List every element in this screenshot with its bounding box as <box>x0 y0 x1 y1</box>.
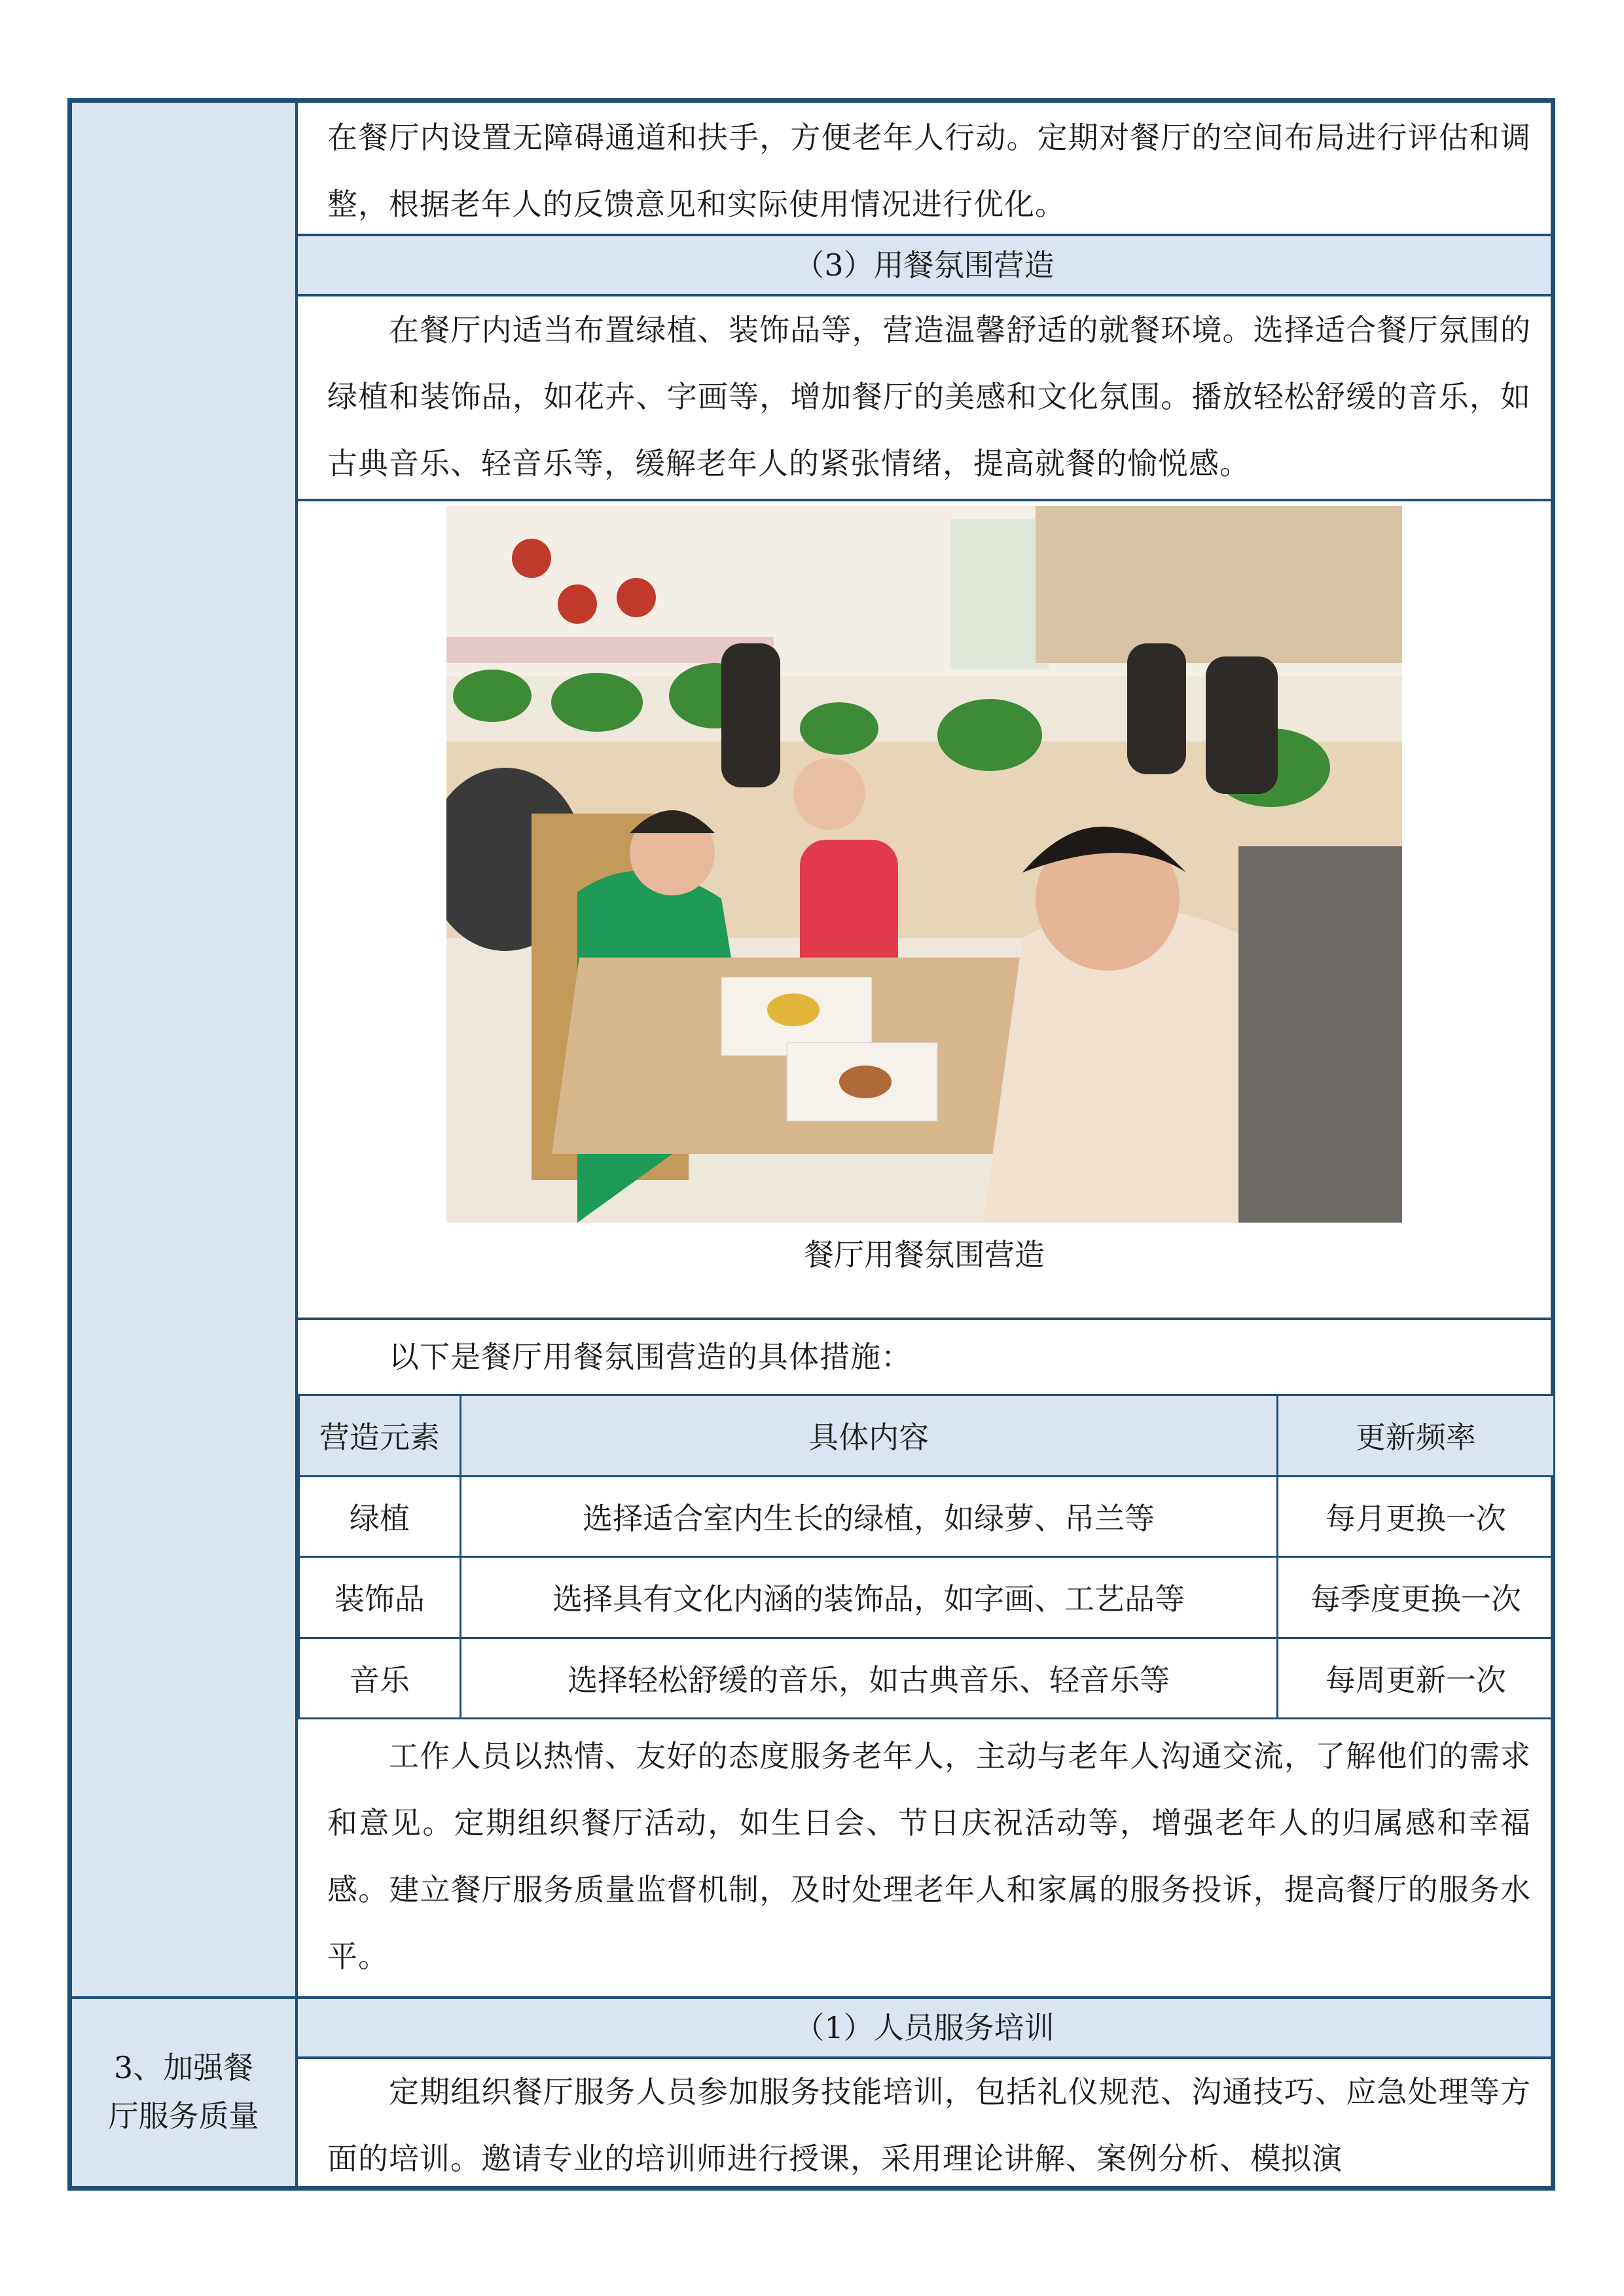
table-cell: 选择具有文化内涵的装饰品，如字画、工艺品等 <box>460 1557 1277 1638</box>
heading-training: （1）人员服务培训 <box>794 2010 1055 2045</box>
table-cell: 选择轻松舒缓的音乐，如古典音乐、轻音乐等 <box>460 1638 1277 1719</box>
table-header-row <box>299 1395 1555 1477</box>
table-cell: 每周更新一次 <box>1277 1638 1554 1719</box>
table-header-cell: 具体内容 <box>460 1395 1277 1477</box>
table-cell: 每月更换一次 <box>1277 1476 1554 1557</box>
divider <box>298 1318 1551 1320</box>
section-label <box>72 2043 295 2140</box>
measures-table <box>298 1394 1555 1719</box>
heading-atmosphere: （3）用餐氛围营造 <box>794 247 1055 283</box>
measures-intro: 以下是餐厅用餐氛围营造的具体措施： <box>389 1339 912 1374</box>
table-cell: 绿植 <box>299 1476 461 1557</box>
dining-atmosphere-photo <box>446 506 1402 1223</box>
section-label-line-1: 3、加强餐 <box>113 2050 254 2085</box>
intro-paragraph: 在餐厅内设置无障碍通道和扶手，方便老年人行动。定期对餐厅的空间布局进行评估和调整，根据老年人的反馈意见和实际使用情况进行优化。 <box>327 120 1531 222</box>
table-cell: 选择适合室内生长的绿植，如绿萝、吊兰等 <box>460 1476 1277 1557</box>
table-cell: 装饰品 <box>299 1557 461 1638</box>
table-header-cell: 营造元素 <box>299 1395 461 1477</box>
section-label-line-2: 厅服务质量 <box>108 2098 259 2134</box>
left-column <box>72 103 298 2186</box>
training-paragraph: 定期组织餐厅服务人员参加服务技能培训，包括礼仪规范、沟通技巧、应急处理等方面的培训。邀请专业的培训师进行授课，采用理论讲解、案例分析、模拟演 <box>327 2074 1531 2176</box>
table-cell: 每季度更换一次 <box>1277 1557 1554 1638</box>
table-header-cell: 更新频率 <box>1277 1395 1554 1477</box>
atmosphere-paragraph: 在餐厅内适当布置绿植、装饰品等，营造温馨舒适的就餐环境。选择适合餐厅氛围的绿植和装饰品，如花卉、字画等，增加餐厅的美感和文化氛围。播放轻松舒缓的音乐，如古典音乐、轻音乐等，缓解老年人的紧张情绪，提高就餐的愉悦感。 <box>327 312 1531 481</box>
table-row <box>299 1557 1555 1638</box>
divider <box>298 499 1551 501</box>
staff-paragraph: 工作人员以热情、友好的态度服务老年人，主动与老年人沟通交流，了解他们的需求和意见。定期组织餐厅活动，如生日会、节日庆祝活动等，增强老年人的归属感和幸福感。建立餐厅服务质量监督机制，及时处理老年人和家属的服务投诉，提高餐厅的服务水平。 <box>327 1738 1531 1974</box>
left-column-divider <box>72 1996 298 1999</box>
table-row <box>299 1476 1555 1557</box>
table-row <box>299 1638 1555 1719</box>
document-frame <box>67 98 1555 2191</box>
photo-caption: 餐厅用餐氛围营造 <box>804 1237 1045 1272</box>
table-cell: 音乐 <box>299 1638 461 1719</box>
content-column <box>298 103 1551 2186</box>
dining-photo-illustration <box>446 506 1402 1223</box>
